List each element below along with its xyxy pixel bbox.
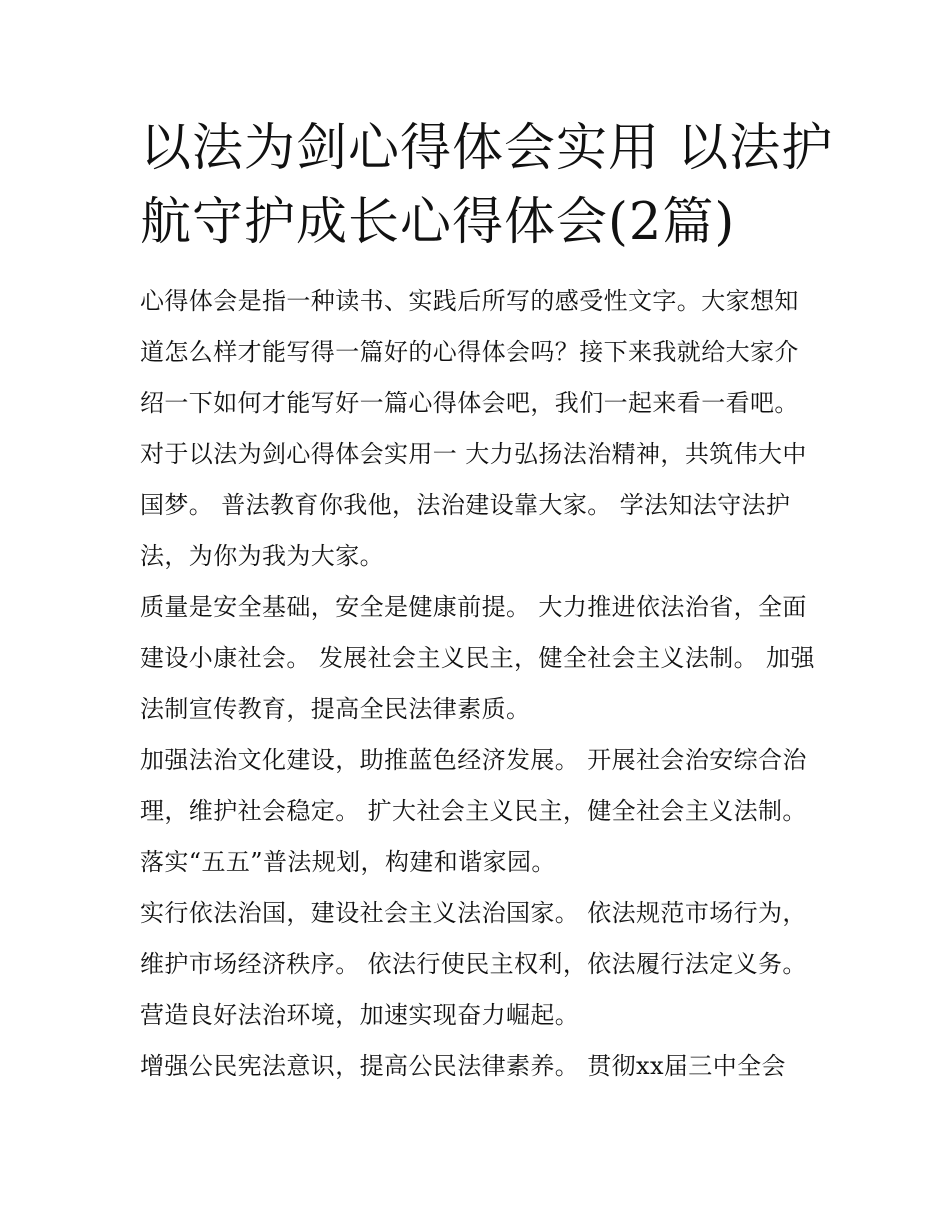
paragraph-2: 质量是安全基础，安全是健康前提。 大力推进依法治省，全面建设小康社会。 发展社会主义民主，健全社会主义法制。 加强法制宣传教育，提高全民法律素质。 bbox=[140, 593, 815, 723]
document-title: 以法为剑心得体会实用 以法护航守护成长心得体会(2篇) bbox=[140, 119, 834, 252]
paragraph-3: 加强法治文化建设，助推蓝色经济发展。 开展社会治安综合治理，维护社会稳定。 扩大社会主义民主，健全社会主义法制。 落实“五五”普法规划，构建和谐家园。 bbox=[140, 746, 807, 876]
paragraph-4: 实行依法治国，建设社会主义法治国家。 依法规范市场行为，维护市场经济秩序。 依法行使民主权利，依法履行法定义务。 营造良好法治环境，加速实现奋力崛起。 bbox=[140, 899, 807, 1029]
paragraph-5: 增强公民宪法意识，提高公民法律素养。 贯彻xx届三中全会 bbox=[140, 1052, 786, 1080]
paragraph-1: 心得体会是指一种读书、实践后所写的感受性文字。大家想知道怎么样才能写得一篇好的心得体会吗？接下来我就给大家介绍一下如何才能写好一篇心得体会吧，我们一起来看一看吧。对于以法为剑心得体会实用一 大力弘扬法治精神，共筑伟大中国梦。 普法教育你我他，法治建设靠大家。 学法知法守法护法，为你为我为大家。 bbox=[140, 287, 807, 570]
